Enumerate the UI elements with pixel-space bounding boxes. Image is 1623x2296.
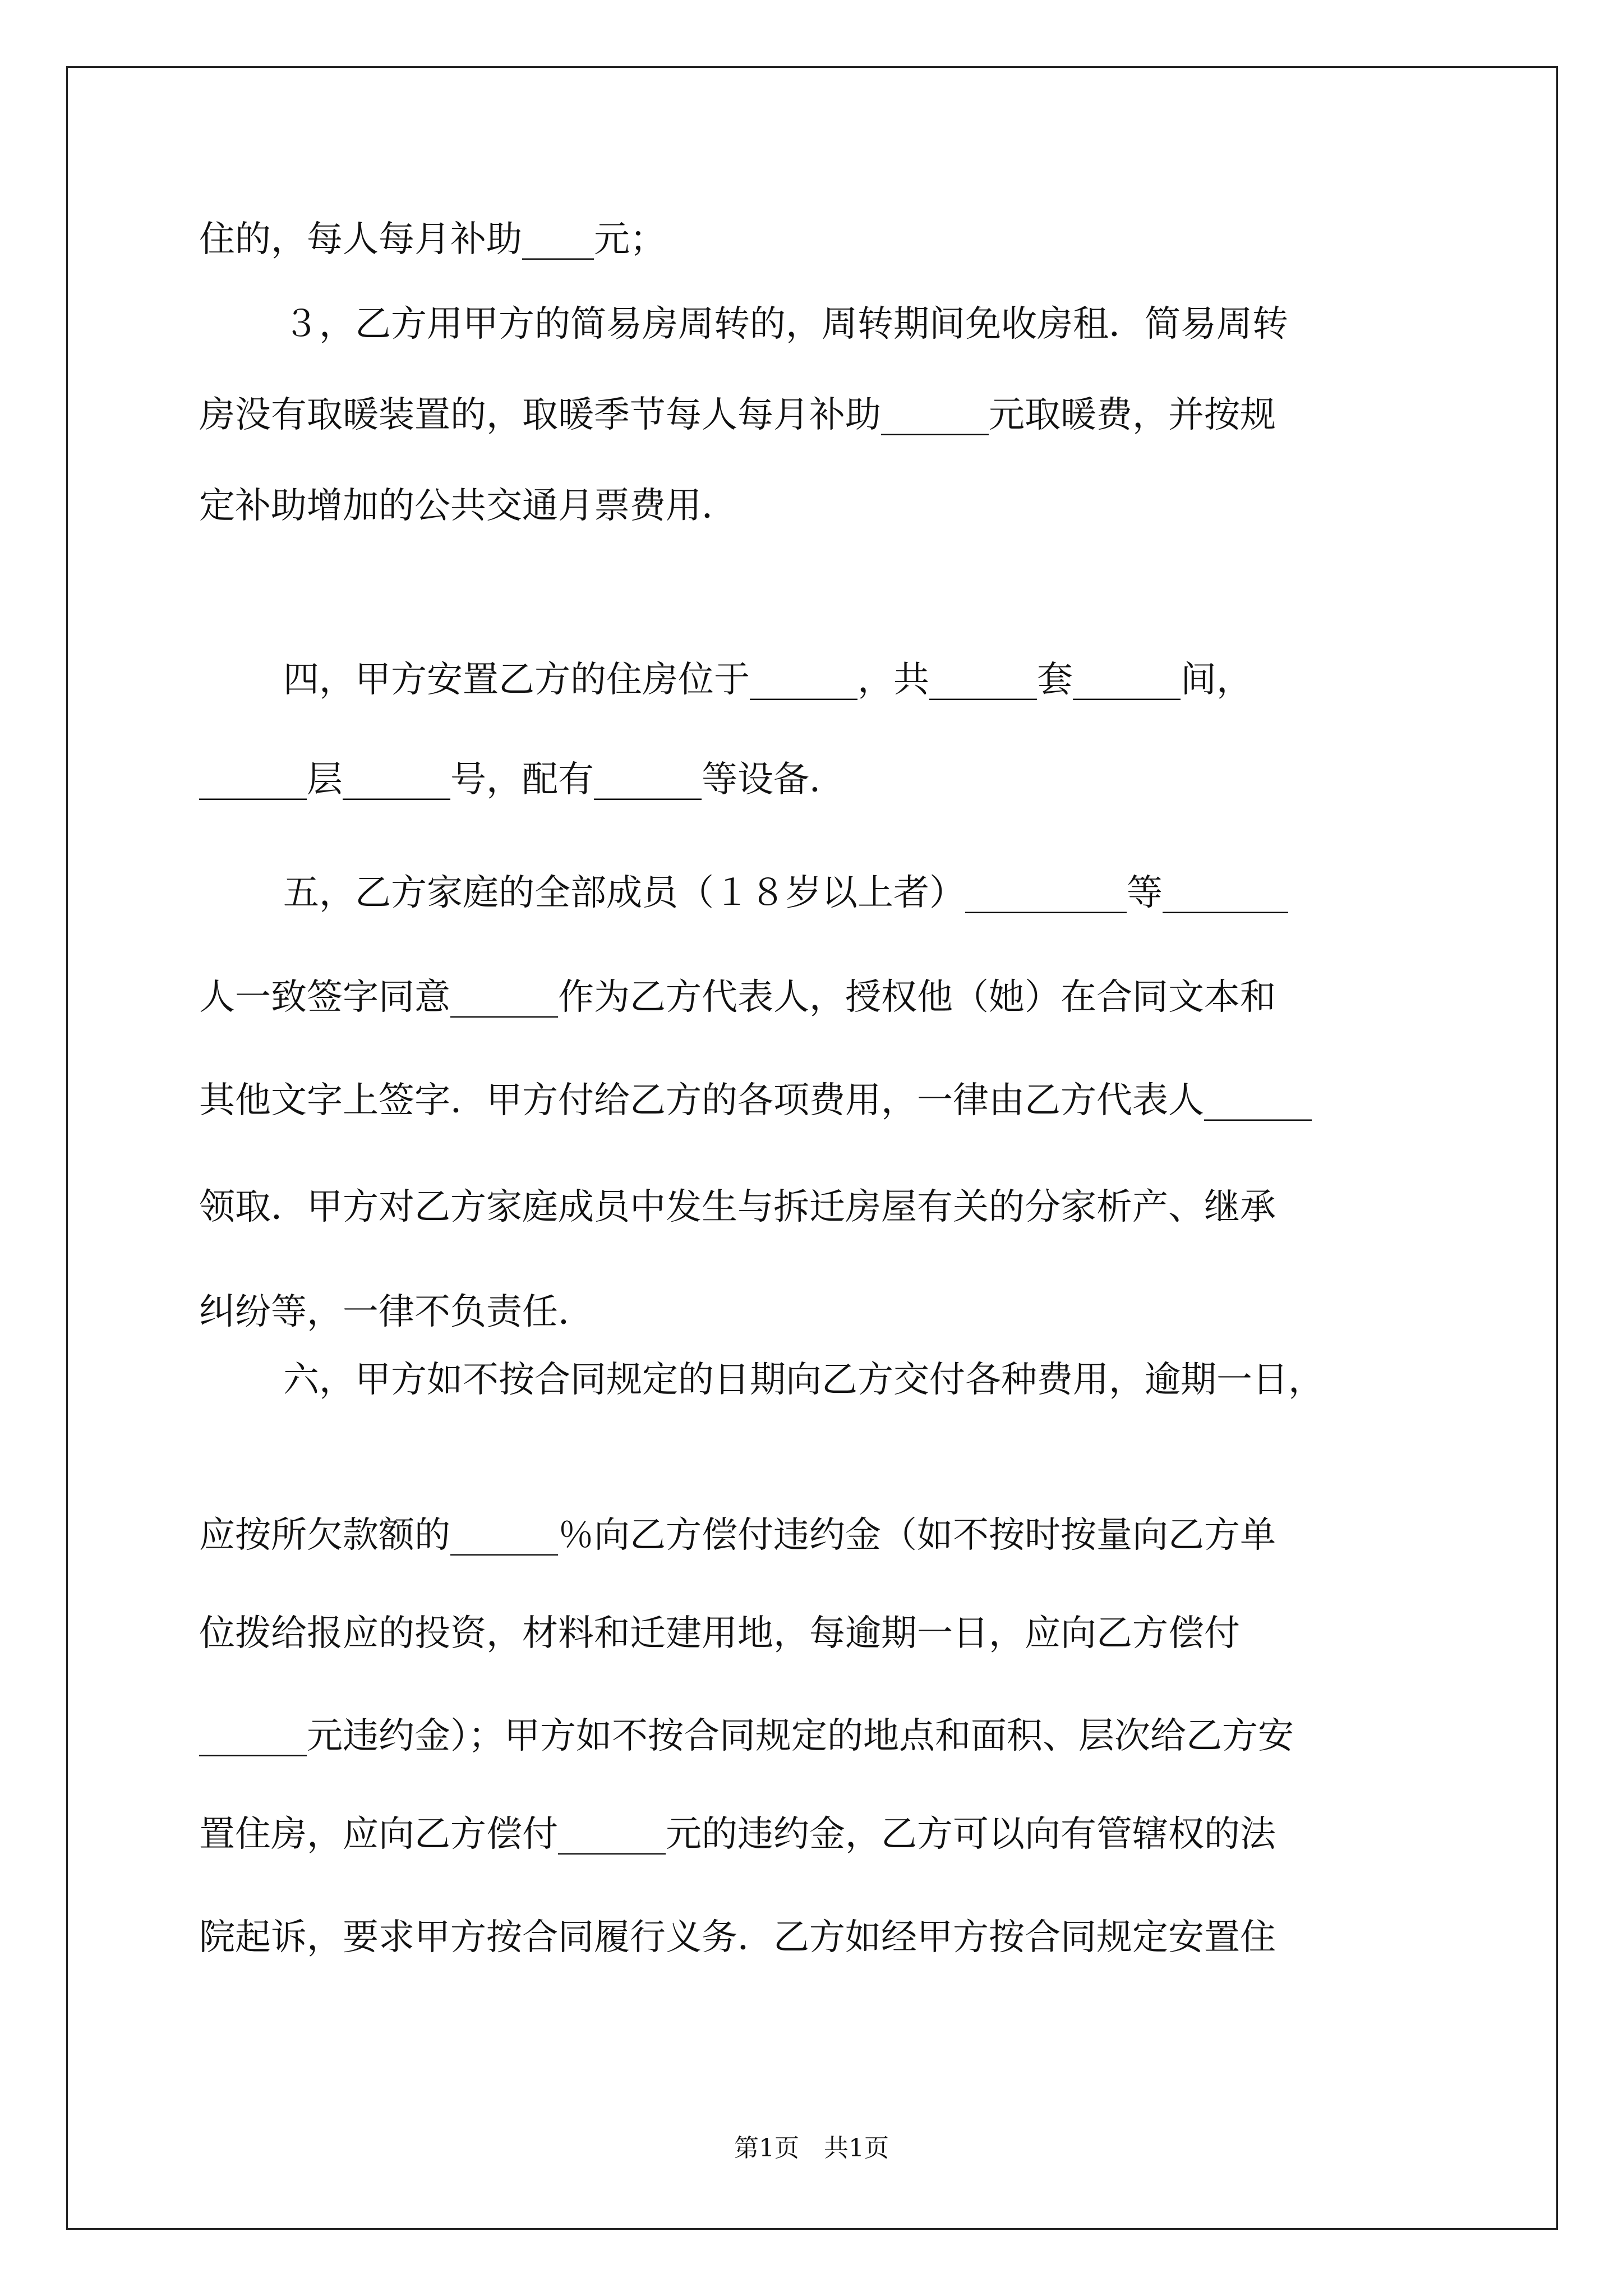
- text-line: 人一致签字同意______作为乙方代表人，授权他（她）在合同文本和: [199, 977, 1276, 1018]
- text-line: ______元违约金）；甲方如不按合同规定的地点和面积、层次给乙方安: [199, 1715, 1294, 1757]
- text-line: 置住房，应向乙方偿付______元的违约金，乙方可以向有管辖权的法: [199, 1814, 1276, 1855]
- page-number-footer: 第1页 共1页: [734, 2134, 889, 2162]
- text-line: ３，乙方用甲方的简易房周转的，周转期间免收房租．简易周转: [283, 303, 1288, 345]
- text-line: 位拨给报应的投资，材料和迁建用地，每逾期一日，应向乙方偿付: [199, 1613, 1240, 1654]
- text-line: 四，甲方安置乙方的住房位于______，共______套______间，: [283, 659, 1252, 701]
- text-line: 纠纷等，一律不负责任．: [199, 1291, 594, 1333]
- text-line: 房没有取暖装置的，取暖季节每人每月补助______元取暖费，并按规: [199, 394, 1276, 436]
- text-line: 领取．甲方对乙方家庭成员中发生与拆迁房屋有关的分家析产、继承: [199, 1186, 1276, 1228]
- text-line: 应按所欠款额的______％向乙方偿付违约金（如不按时按量向乙方单: [199, 1515, 1276, 1556]
- text-line: 院起诉，要求甲方按合同履行义务．乙方如经甲方按合同规定安置住: [199, 1917, 1276, 1958]
- text-line: 其他文字上签字．甲方付给乙方的各项费用，一律由乙方代表人______: [199, 1080, 1312, 1121]
- text-line: 五，乙方家庭的全部成员（１８岁以上者）_________等_______: [283, 872, 1288, 914]
- text-line: ______层______号，配有______等设备．: [199, 759, 845, 800]
- page-border: [66, 66, 1558, 2230]
- text-line: 定补助增加的公共交通月票费用．: [199, 485, 737, 527]
- text-line: 住的，每人每月补助____元；: [199, 219, 666, 260]
- text-line: 六，甲方如不按合同规定的日期向乙方交付各种费用，逾期一日，: [283, 1359, 1324, 1401]
